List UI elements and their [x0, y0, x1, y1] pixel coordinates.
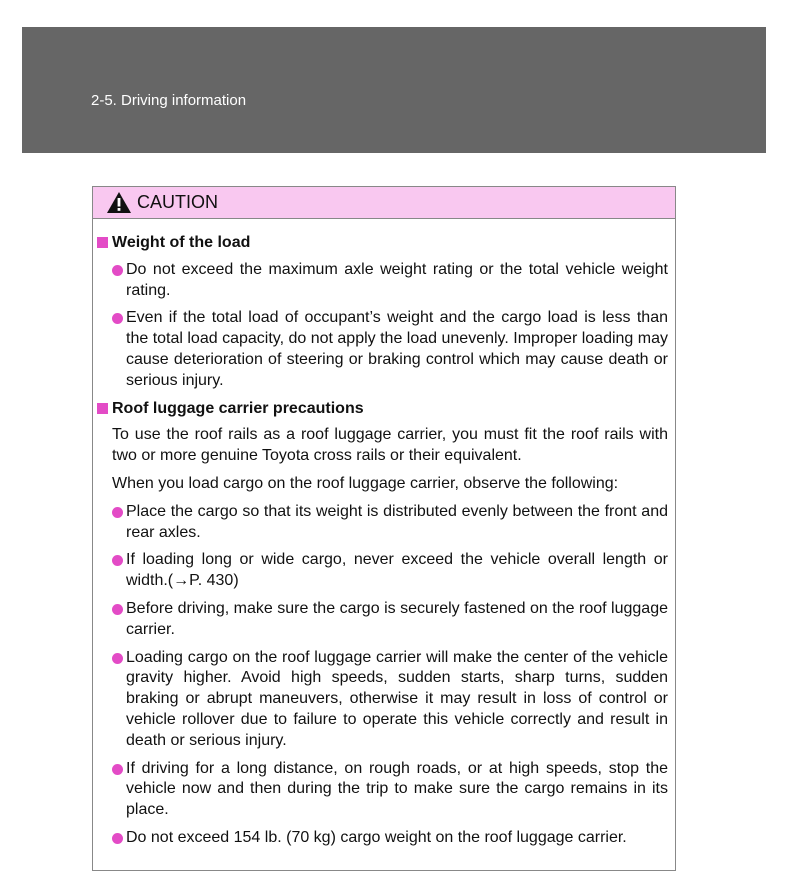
round-bullet-icon	[112, 265, 123, 276]
section-heading-text: Roof luggage carrier precautions	[112, 399, 364, 417]
list-item	[126, 260, 668, 302]
round-bullet-icon	[112, 653, 123, 664]
list-item	[126, 648, 668, 752]
round-bullet-icon	[112, 313, 123, 324]
list-item-text: Do not exceed 154 lb. (70 kg) cargo weight on the roof luggage carrier.	[126, 828, 627, 846]
round-bullet-icon	[112, 555, 123, 566]
list-item-text: Loading cargo on the roof luggage carrier will make the center of the vehicle gravity higher. Avoid high speeds, sudden starts, sharp turns, sudden braking or abrupt maneuvers, otherwise it may result in loss of control or vehicle rollover due to failure to operate this vehicle correctly and result in death or serious injury.	[126, 648, 668, 749]
square-bullet-icon	[97, 237, 108, 248]
list-item-text: Even if the total load of occupant’s weight and the cargo load is less than the total load capacity, do not apply the load unevenly. Improper loading may cause deterioration of steering or braking control which may cause death or serious injury.	[126, 309, 668, 389]
list-item	[126, 502, 668, 544]
list-item-text: Place the cargo so that its weight is distributed evenly between the front and rear axles.	[126, 502, 668, 541]
section-heading-weight-of-load	[93, 233, 675, 254]
round-bullet-icon	[112, 764, 123, 775]
round-bullet-icon	[112, 833, 123, 844]
list-item	[126, 550, 668, 592]
list-item-text: If driving for a long distance, on rough roads, or at high speeds, stop the vehicle now and then during the trip to make sure the cargo remains in its place.	[126, 759, 668, 819]
caution-box	[92, 186, 676, 871]
page-header	[22, 27, 766, 153]
list-item	[126, 599, 668, 641]
list-item-text: If loading long or wide cargo, never exceed the vehicle overall length or width.(→P. 430)	[126, 551, 668, 590]
list-item-text: Do not exceed the maximum axle weight rating or the total vehicle weight rating.	[126, 260, 668, 299]
caution-label: CAUTION	[137, 192, 218, 212]
paragraph: When you load cargo on the roof luggage carrier, observe the following:	[112, 474, 619, 492]
paragraph: To use the roof rails as a roof luggage carrier, you must fit the roof rails with two or more genuine Toyota cross rails or their equivalent.	[112, 426, 668, 465]
warning-triangle-icon	[106, 191, 132, 214]
caution-header	[93, 187, 675, 219]
list-item	[126, 759, 668, 821]
section-heading-roof-luggage	[93, 399, 675, 420]
caution-content	[93, 219, 675, 856]
round-bullet-icon	[112, 604, 123, 615]
round-bullet-icon	[112, 507, 123, 518]
square-bullet-icon	[97, 403, 108, 414]
section-title: 2-5. Driving information	[91, 92, 247, 109]
list-item	[126, 308, 668, 391]
list-item-text: Before driving, make sure the cargo is securely fastened on the roof luggage carrier.	[126, 599, 668, 638]
section-heading-text: Weight of the load	[112, 234, 251, 251]
list-item	[126, 828, 668, 849]
